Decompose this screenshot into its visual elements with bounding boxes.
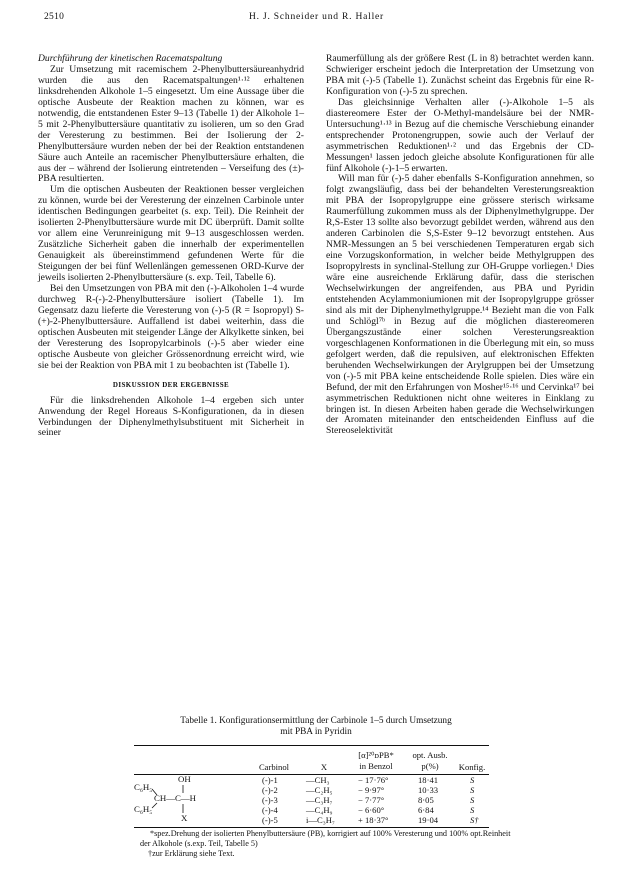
structure-x: X (181, 813, 188, 823)
cell-config: S† (470, 815, 479, 825)
cell-rotation: + 18·37° (358, 815, 389, 825)
cell-config: S (470, 805, 475, 815)
cell-x: —C₃H₇ (306, 795, 333, 805)
cell-carbinol: (-)-2 (262, 785, 278, 795)
cell-config: S (470, 775, 475, 785)
table-footnotes (140, 829, 520, 859)
header-yield-2: p(%) (421, 761, 439, 771)
cell-yield: 6·84 (418, 805, 434, 815)
structure-phenyl-bottom: C₆H₅ (134, 804, 153, 814)
left-paragraph-2: Um die optischen Ausbeuten der Reaktionen besser vergleichen zu können, wurde bei der Veresterung der einzelnen Carbinole unter identischen Bedingungen gearbeitet (s. exp. Teil). Die Reinheit der isolierten 2-Phenylbuttersäure wurde mit DC überprüft. Damit sollte vor allem eine Verunreinigung mit 9–13 ausgeschlossen werden. Zusätzliche Sicherheit gaben die innerhalb der experimentellen Genauigkeit als übereinstimmend gefundenen Werte für die Steigungen der bei fünf Wellenlängen gemessenen ORD-Kurve der jeweils isolierten 2-Phenylbuttersäure (s. exp. Teil, Tabelle 6). (38, 184, 304, 284)
footnote-star: *spez.Drehung der isolierten Phenylbuttersäure (PB), korrigiert auf 100% Veresterung und 100% opt.Reinheit der Alkohole (s.exp. Teil, Tabelle 5) (140, 829, 511, 848)
cell-x: —CH₃ (306, 775, 330, 785)
cell-config: S (470, 795, 475, 805)
carbinol-structure-formula (134, 762, 214, 824)
table-caption-line-2: mit PBA in Pyridin (280, 727, 352, 737)
cell-carbinol: (-)-4 (262, 805, 278, 815)
page-number: 2510 (44, 12, 65, 22)
table-top-rule (134, 745, 489, 746)
left-paragraph-1: Zur Umsetzung mit racemischem 2-Phenylbuttersäureanhydrid wurden die aus den Racematspaltungen¹·¹² erhaltenen linksdrehenden Alkohole 1–5 eingesetzt. Um eine Aussage über die optische Ausbeute der Reaktion machen zu können, war es notwendig, die entstandenen Ester 9–13 (Tabelle 1) der Alkohole 1–5 mit 2-Phenylbuttersäure quantitativ zu isolieren, um so den Grad der Veresterung zu bestimmen. Bei der Isolierung der 2-Phenylbuttersäure wurden neben der bei der Reaktion entstandenen Säure auch Anteile an racemischer Phenylbuttersäure erhalten, die aus der – während der Isolierung eintretenden – Verseifung des (±)-PBA resultierten. (38, 63, 304, 185)
discussion-heading: DISKUSSION DER ERGEBNISSE (112, 380, 230, 389)
header-yield-1: opt. Ausb. (412, 750, 448, 760)
cell-rotation: − 9·97° (358, 785, 385, 795)
cell-yield: 10·33 (418, 785, 439, 795)
header-carbinol: Carbinol (258, 762, 290, 772)
section-title: Durchführung der kinetischen Racematspaltung (38, 53, 223, 64)
cell-x: i—C₃H₇ (306, 815, 335, 825)
structure-ch-c-h: CH—C—H (154, 793, 197, 803)
header-x: X (320, 762, 328, 772)
table-caption (100, 716, 532, 738)
cell-yield: 19·04 (418, 815, 439, 825)
left-paragraph-3: Bei den Umsetzungen von PBA mit den (-)-Alkoholen 1–4 wurde durchweg R-(-)-2-Phenylbuttersäure isoliert (Tabelle 1). Im Gegensatz dazu lieferte die Veresterung von (-)-5 (R = Isopropyl) S-(+)-2-Phenylbuttersäure. Auffallend ist dabei weiterhin, dass die optischen Ausbeuten mit steigender Länge der Alkylkette sinken, bei der Veresterung des Isopropylcarbinols (-)-5 aber wieder eine optische Ausbeute von gleicher Grössenordnung erreicht wird, wie sie bei der Reaktion von PBA mit 1 zu beobachten ist (Tabelle 1). (38, 283, 304, 371)
running-head: H. J. Schneider und R. Haller (248, 12, 385, 22)
header-config: Konfig. (458, 762, 486, 772)
cell-rotation: − 6·60° (358, 805, 385, 815)
discussion-paragraph: Für die linksdrehenden Alkohole 1–4 ergeben sich unter Anwendung der Regel Horeaus S-Konfigurationen, da in diesen Verbindungen der Diphenylmethylsubstituent mit Sicherheit in seiner (38, 394, 304, 439)
header-rotation-2: in Benzol (359, 761, 393, 771)
footnote-dagger: †zur Erklärung siehe Text. (148, 849, 235, 858)
cell-rotation: − 7·77° (358, 795, 385, 805)
cell-yield: 8·05 (418, 795, 434, 805)
structure-oh: OH (178, 774, 191, 784)
cell-config: S (470, 785, 475, 795)
cell-x: —C₄H₉ (306, 805, 333, 815)
structure-phenyl-top: C₆H₅ (134, 782, 153, 792)
cell-carbinol: (-)-5 (262, 815, 278, 825)
table-caption-line-1: Tabelle 1. Konfigurationsermittlung der Carbinole 1–5 durch Umsetzung (180, 716, 452, 726)
table-bottom-rule (134, 827, 489, 828)
structure-bonds (134, 762, 214, 824)
cell-carbinol: (-)-1 (262, 775, 278, 785)
cell-x: —C₂H₅ (306, 785, 333, 795)
cell-yield: 18·41 (418, 775, 439, 785)
right-paragraph-2: Das gleichsinnige Verhalten aller (-)-Alkohole 1–5 als diastereomere Ester der O-Methyl-mandelsäure bei der NMR-Untersuchung¹·¹³ in Bezug auf die chemische Verschiebung einander entsprechender Protonengruppen, sowie auch der Verlauf der asymmetrischen Reduktionen¹·² und das Ergebnis der CD-Messungen¹ lassen jedoch gleiche absolute Konfigurationen für alle fünf Alkohole (-)-1–5 erwarten. (326, 96, 594, 174)
cell-carbinol: (-)-3 (262, 795, 278, 805)
right-paragraph-1: Raumerfüllung als der größere Rest (L in 8) betrachtet werden kann. Schwieriger erscheint jedoch die Interpretation der Umsetzung von PBA mit (-)-5 (Tabelle 1). Zunächst scheint das Ergebnis für eine R-Konfiguration von (-)-5 zu sprechen. (326, 53, 594, 97)
header-rotation-1: [α]²⁰ᴅPB* (358, 750, 394, 760)
right-paragraph-3: Will man für (-)-5 daher ebenfalls S-Konfiguration annehmen, so folgt zwangsläufig, dass bei der behandelten Veresterungsreaktion mit PBA der Isopropylgruppe eine grössere sterisch wirksame Raumerfüllung zukommen muss als der Diphenylmethylgruppe. Der R,S-Ester 13 sollte also bevorzugt gebildet werden, während aus den anderen Carbinolen die S,S-Ester 9–12 bevorzugt entstehen. Aus NMR-Messungen an 5 bei verschiedenen Temperaturen ergab sich eine Vorzugskonformation, in welcher beide Methylgruppen des Isopropylrests in synclinal-Stellung zur OH-Gruppe vorliegen.¹ Dies wäre eine ausreichende Erklärung dafür, dass die sterischen Wechselwirkungen der angreifenden, aus PBA und Pyridin entstehenden Acylammoniumionen mit der Isopropylgruppe grösser sind als mit der Diphenylmethylgruppe.¹⁴ Bezieht man die von Falk und Schlögl⁷ᵇ in Bezug auf die möglichen diastereomeren Übergangszustände einer solchen Veresterungsreaktion vorgeschlagenen Konformationen in die Überlegung mit ein, so muss gefolgert werden, daß die repulsiven, auf elektronischen Effekten beruhenden Wechselwirkungen der Arylgruppen bei der Umsetzung von (-)-5 mit PBA keine entscheidende Rolle spielen. Dies wäre ein Befund, der mit den Erfahrungen von Mosher¹⁵·¹⁶ und Cervinka¹⁷ bei asymmetrischen Reduktionen nicht ohne weiteres in Einklang zu bringen ist. In diesen Arbeiten haben gerade die Wechselwirkungen der Aromaten miteinander den entscheidenden Einfluss auf die Stereoselektivität (326, 173, 594, 437)
right-column (326, 54, 594, 437)
left-column (38, 54, 304, 439)
page-header (44, 12, 589, 26)
results-table (134, 745, 489, 825)
cell-rotation: − 17·76° (358, 775, 389, 785)
